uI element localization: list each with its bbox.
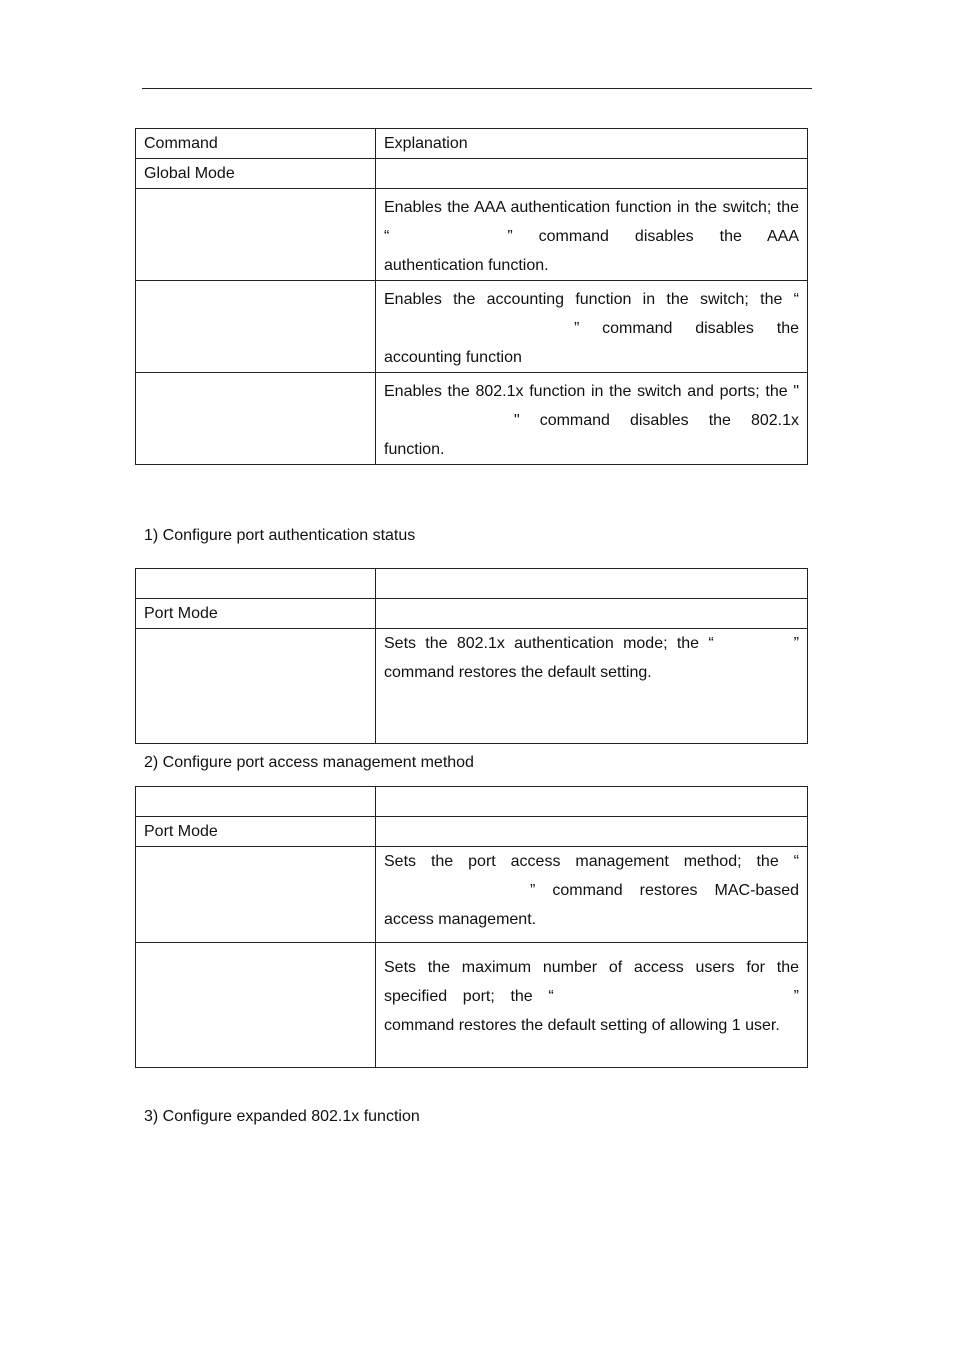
mode-row (136, 817, 808, 847)
table-header-row (136, 787, 808, 817)
command-column-header (136, 787, 376, 817)
explanation-text-start: Sets the 802.1x authentication mode; the “ (384, 635, 714, 652)
explanation-column-header: Explanation (376, 129, 808, 159)
mode-row (136, 159, 808, 189)
explanation-text-end: ” command restores MAC-based access management. (384, 882, 799, 928)
mode-row (136, 599, 808, 629)
mode-label: Port Mode (136, 599, 376, 629)
explanation-text-start: Enables the AAA authentication function in the switch; the “ (384, 199, 799, 245)
command-cell (136, 943, 376, 1068)
command-cell (136, 189, 376, 281)
command-cell (136, 281, 376, 373)
port-auth-status-table (135, 568, 808, 744)
explanation-cell (376, 373, 808, 465)
table-row (136, 943, 808, 1068)
page-header-rule (142, 88, 812, 89)
table-row (136, 847, 808, 943)
table-row (136, 281, 808, 373)
table-header-row (136, 569, 808, 599)
global-mode-command-table (135, 128, 808, 465)
explanation-text-end: " command disables the 802.1x function. (384, 412, 799, 458)
mode-label: Port Mode (136, 817, 376, 847)
explanation-cell (376, 943, 808, 1068)
explanation-text-start: Sets the port access management method; the “ (384, 853, 799, 870)
explanation-cell (376, 847, 808, 943)
explanation-text-end: ” command disables the accounting function (384, 320, 799, 366)
command-column-header: Command (136, 129, 376, 159)
section-heading: 2) Configure port access management method (144, 754, 474, 771)
explanation-text-end: ” command restores the default setting. (384, 635, 799, 681)
explanation-text-start: Enables the 802.1x function in the switch and ports; the " (384, 383, 799, 400)
explanation-cell (376, 629, 808, 744)
mode-explanation-cell (376, 159, 808, 189)
mode-explanation-cell (376, 599, 808, 629)
explanation-cell (376, 189, 808, 281)
explanation-text-end: ” command restores the default setting of allowing 1 user. (384, 988, 799, 1034)
mode-explanation-cell (376, 817, 808, 847)
section-heading: 1) Configure port authentication status (144, 527, 416, 544)
explanation-text-start: Enables the accounting function in the switch; the “ (384, 291, 799, 308)
command-cell (136, 373, 376, 465)
command-cell (136, 629, 376, 744)
port-access-method-table (135, 786, 808, 1068)
table-row (136, 373, 808, 465)
table-row (136, 629, 808, 744)
table-row (136, 189, 808, 281)
explanation-column-header (376, 569, 808, 599)
explanation-text-end: ” command disables the AAA authentication function. (384, 228, 799, 274)
mode-label: Global Mode (136, 159, 376, 189)
command-cell (136, 847, 376, 943)
explanation-cell (376, 281, 808, 373)
explanation-column-header (376, 787, 808, 817)
section-heading: 3) Configure expanded 802.1x function (144, 1108, 420, 1125)
explanation-text-start: Sets the maximum number of access users for the specified port; the “ (384, 959, 799, 1005)
command-column-header (136, 569, 376, 599)
table-header-row (136, 129, 808, 159)
